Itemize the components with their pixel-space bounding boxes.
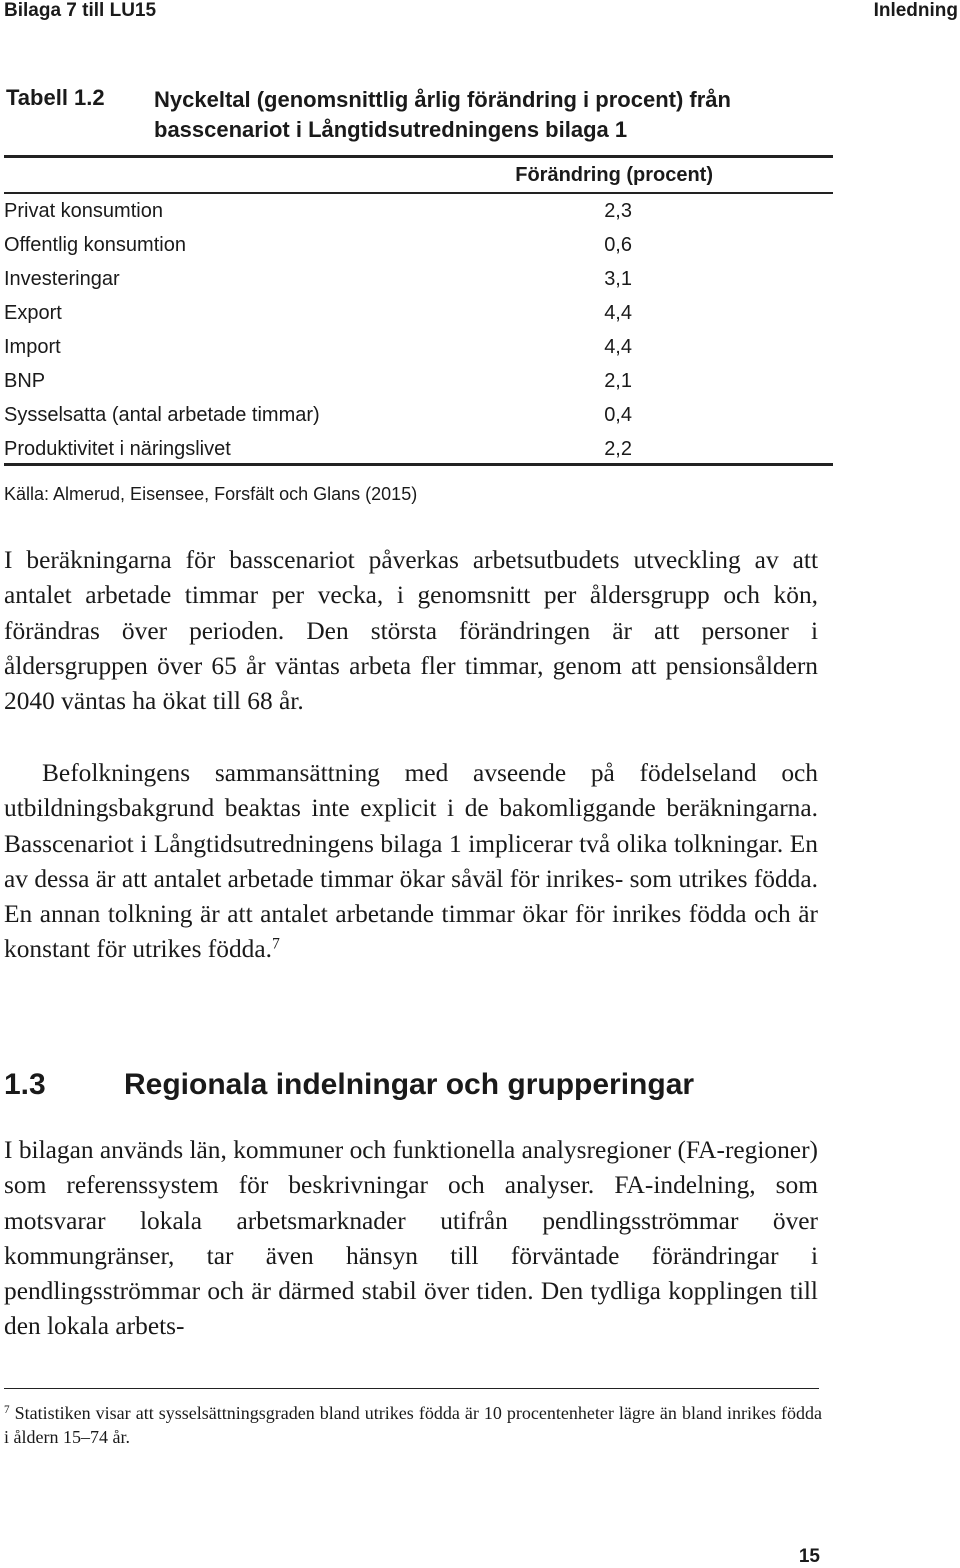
table-row bbox=[4, 234, 632, 268]
table-row-label: Export bbox=[4, 302, 62, 324]
table-label: Tabell 1.2 bbox=[6, 85, 105, 110]
table-row bbox=[4, 336, 632, 370]
table-row bbox=[4, 438, 632, 472]
table-title: Nyckeltal (genomsnittlig årlig förändring i procent) från basscenariot i Långtidsutredningens bilaga 1 bbox=[154, 87, 731, 142]
table-row bbox=[4, 302, 632, 336]
table-row-label: Produktivitet i näringslivet bbox=[4, 438, 231, 460]
footnote-reference: 7 bbox=[271, 935, 280, 953]
table-row-label: Investeringar bbox=[4, 268, 120, 290]
footnote-text: Statistiken visar att sysselsättningsgraden bland utrikes födda är 10 procentenheter lägre än bland inrikes födda i åldern 15–74 år. bbox=[4, 1403, 822, 1447]
table-top-rule bbox=[4, 155, 833, 158]
table-row-value: 2,3 bbox=[604, 200, 632, 222]
table-column-header: Förändring (procent) bbox=[515, 164, 713, 186]
page-number: 15 bbox=[798, 1546, 820, 1567]
body-paragraph-2-text: Befolkningens sammansättning med avseende på födelseland och utbildningsbakgrund beaktas inte explicit i de bakomliggande beräkningarna. Basscenariot i Långtidsutredningens bilaga 1 implicerar två olika tolkningar. En av dessa är att antalet arbetade timmar ökar såväl för inrikes- som utrikes födda. En annan tolkning är att antalet arbetande timmar ökar för inrikes födda och är konstant för utrikes födda. bbox=[4, 759, 818, 964]
table-row-value: 4,4 bbox=[604, 336, 632, 358]
table-row-label: Offentlig konsumtion bbox=[4, 234, 186, 256]
table-header-rule bbox=[4, 192, 833, 194]
section-paragraph: I bilagan används län, kommuner och funktionella analysregioner (FA-regioner) som referenssystem för beskrivningar och analyser. FA-indelning, som motsvarar lokala arbetsmarknader utifrån pendlingsströmmar över kommungränser, tar även hänsyn till förväntade förändringar i pendlingsströmmar och är därmed stabil över tiden. Den tydliga kopplingen till den lokala arbets- bbox=[4, 1136, 818, 1341]
table-row bbox=[4, 200, 632, 234]
table-row-value: 4,4 bbox=[604, 302, 632, 324]
footnote-number: 7 bbox=[4, 1403, 10, 1416]
table-source: Källa: Almerud, Eisensee, Forsfält och Glans (2015) bbox=[4, 484, 418, 504]
section-title: Regionala indelningar och grupperingar bbox=[124, 1068, 695, 1101]
footnote bbox=[4, 1401, 822, 1449]
body-paragraph-1: I beräkningarna för basscenariot påverkas arbetsutbudets utveckling av att antalet arbetade timmar per vecka, i genomsnitt per åldersgrupp och kön, förändras över perioden. Den största förändringen är att personer i åldersgruppen över 65 år väntas arbeta fler timmar, genom att pensionsåldern 2040 väntas ha ökat till 68 år. bbox=[4, 546, 818, 716]
table-row bbox=[4, 370, 632, 404]
table-row-label: Privat konsumtion bbox=[4, 200, 163, 222]
table-row-label: Sysselsatta (antal arbetade timmar) bbox=[4, 404, 320, 426]
table-row bbox=[4, 404, 632, 438]
table-row-value: 0,4 bbox=[604, 404, 632, 426]
table-row-label: Import bbox=[4, 336, 61, 358]
table-row bbox=[4, 268, 632, 302]
table-row-label: BNP bbox=[4, 370, 46, 392]
table-bottom-rule bbox=[4, 463, 833, 466]
table-row-value: 0,6 bbox=[604, 234, 632, 256]
table-row-value: 2,1 bbox=[604, 370, 632, 392]
table-row-value: 3,1 bbox=[604, 268, 632, 290]
table-row-value: 2,2 bbox=[604, 438, 632, 460]
body-paragraph-2 bbox=[4, 756, 818, 968]
footnote-rule bbox=[4, 1388, 819, 1389]
running-header-left: Bilaga 7 till LU15 bbox=[4, 0, 157, 21]
section-number: 1.3 bbox=[4, 1068, 46, 1101]
running-header-right: Inledning bbox=[873, 0, 958, 21]
